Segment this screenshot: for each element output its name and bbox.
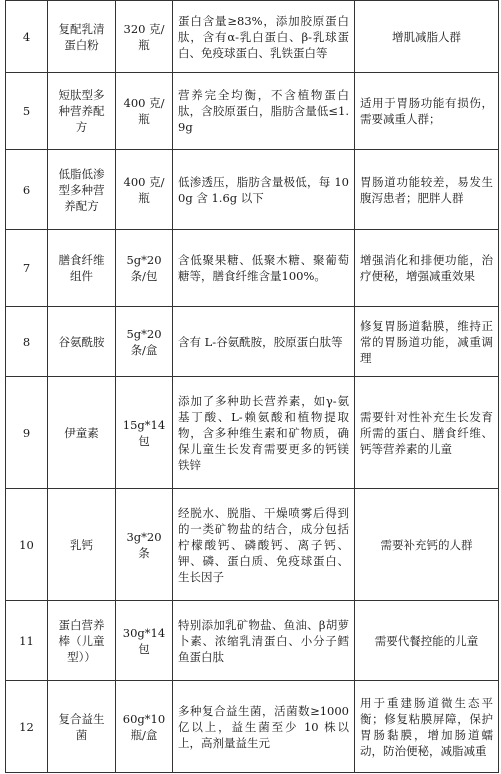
product-feature: 低渗透压，脂肪含量极低，每 100g 含 1.6g 以下 [173, 150, 355, 230]
target-crowd: 适用于胃肠功能有损伤，需要减重人群； [355, 73, 499, 150]
product-spec: 15g*14包 [116, 377, 173, 489]
row-number: 10 [6, 489, 48, 601]
product-feature: 经脱水、脱脂、干燥喷雾后得到的一类矿物盐的结合，成分包括柠檬酸钙、磷酸钙、离子钙、钾、磷、蛋白质、免疫球蛋白、生长因子 [173, 489, 355, 601]
table-row [6, 307, 499, 377]
product-spec: 400 克/瓶 [116, 150, 173, 230]
product-name: 复合益生菌 [48, 681, 116, 773]
product-name: 膳食纤维组件 [48, 230, 116, 307]
product-feature: 蛋白含量≥83%，添加胶原蛋白肽，含有α-乳白蛋白、β-乳球蛋白、免疫球蛋白、乳铁蛋白等 [173, 1, 355, 73]
product-spec: 60g*10瓶/盒 [116, 681, 173, 773]
product-feature: 特别添加乳矿物盐、鱼油、β胡萝卜素、浓缩乳清蛋白、小分子鳕鱼蛋白肽 [173, 601, 355, 681]
product-name: 低脂低渗型多种营养配方 [48, 150, 116, 230]
product-spec: 400 克/瓶 [116, 73, 173, 150]
product-name: 谷氨酰胺 [48, 307, 116, 377]
table-row [6, 150, 499, 230]
target-crowd: 胃肠道功能较差，易发生腹泻患者；肥胖人群 [355, 150, 499, 230]
product-name: 伊童素 [48, 377, 116, 489]
product-feature: 多种复合益生菌，活菌数≥1000 亿以上，益生菌至少 10 株以上，高剂量益生元 [173, 681, 355, 773]
row-number: 8 [6, 307, 48, 377]
row-number: 4 [6, 1, 48, 73]
table-row [6, 681, 499, 773]
product-feature: 含有 L-谷氨酰胺，胶原蛋白肽等 [173, 307, 355, 377]
product-spec: 5g*20条/包 [116, 230, 173, 307]
product-feature: 含低聚果糖、低聚木糖、聚葡萄糖等，膳食纤维含量100%。 [173, 230, 355, 307]
table-row [6, 230, 499, 307]
row-number: 12 [6, 681, 48, 773]
target-crowd: 修复胃肠道黏膜，维持正常的胃肠道功能，减重调理 [355, 307, 499, 377]
product-spec: 30g*14包 [116, 601, 173, 681]
product-table [5, 0, 499, 773]
row-number: 6 [6, 150, 48, 230]
target-crowd: 用于重建肠道微生态平衡；修复粘膜屏障，保护胃肠黏膜，增加肠道蠕动，防治便秘，减脂减重 [355, 681, 499, 773]
product-spec: 320 克/瓶 [116, 1, 173, 73]
table-row [6, 377, 499, 489]
row-number: 7 [6, 230, 48, 307]
table-row [6, 601, 499, 681]
row-number: 11 [6, 601, 48, 681]
row-number: 5 [6, 73, 48, 150]
product-name: 蛋白营养棒（儿童型）） [48, 601, 116, 681]
table-row [6, 489, 499, 601]
product-name: 复配乳清蛋白粉 [48, 1, 116, 73]
target-crowd: 需要针对性补充生长发育所需的蛋白、膳食纤维、钙等营养素的儿童 [355, 377, 499, 489]
product-feature: 营养完全均衡，不含植物蛋白肽，含胶原蛋白，脂肪含量低≤1.9g [173, 73, 355, 150]
product-spec: 5g*20条/盒 [116, 307, 173, 377]
row-number: 9 [6, 377, 48, 489]
table-row [6, 73, 499, 150]
target-crowd: 增肌减脂人群 [355, 1, 499, 73]
target-crowd: 增强消化和排便功能，治疗便秘，增强减重效果 [355, 230, 499, 307]
product-name: 乳钙 [48, 489, 116, 601]
target-crowd: 需要补充钙的人群 [355, 489, 499, 601]
product-name: 短肽型多种营养配方 [48, 73, 116, 150]
table-body [6, 1, 499, 773]
product-spec: 3g*20条 [116, 489, 173, 601]
target-crowd: 需要代餐控能的儿童 [355, 601, 499, 681]
table-row [6, 1, 499, 73]
product-feature: 添加了多种助长营养素，如γ-氨基丁酸、L-赖氨酸和植物提取物，含多种维生素和矿物质，确保儿童生长发育需要更多的钙镁铁锌 [173, 377, 355, 489]
